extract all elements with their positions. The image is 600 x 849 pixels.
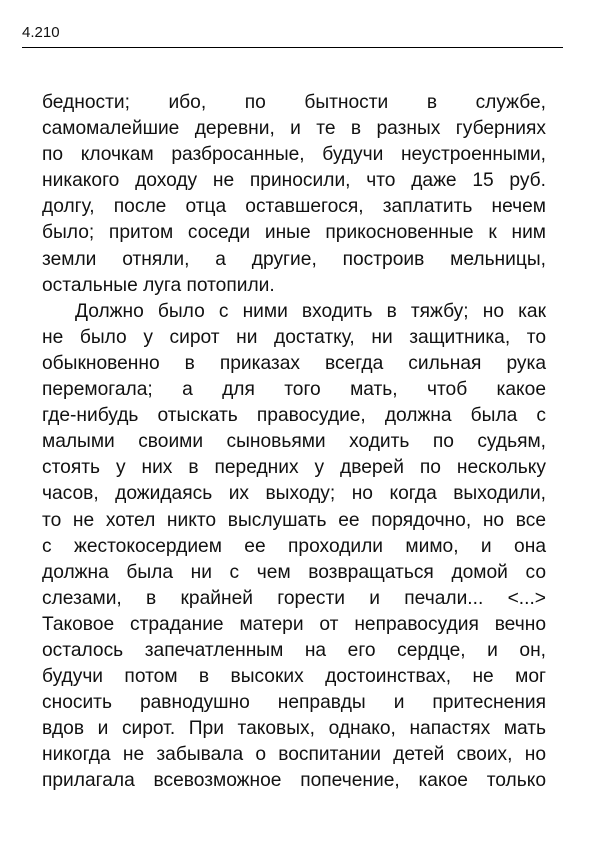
page-number: 4.210 [22, 24, 60, 41]
text-line-paragraph-end: остальные луга потопили. [42, 274, 275, 296]
text-line: где-нибудь отыскать правосудие, должна была с [42, 405, 546, 427]
text-line: Таковое страдание матери от неправосудия вечно [42, 613, 546, 635]
text-line-paragraph-start: Должно было с ними входить в тяжбу; но как [75, 300, 546, 322]
text-line: будучи потом в высоких достоинствах, не мог [42, 666, 546, 688]
text-line: было; притом соседи иные прикосновенные к ним [42, 222, 546, 244]
text-line: вдов и сирот. При таковых, однако, напастях мать [42, 718, 546, 740]
text-line: малыми своими сыновьями ходить по судьям, [42, 431, 546, 453]
text-line: должна была ни с чем возвращаться домой со [42, 561, 546, 583]
text-line: самомалейшие деревни, и те в разных губерниях [42, 118, 546, 140]
text-line: не было у сирот ни достатку, ни защитника, то [42, 326, 546, 348]
text-line: никакого доходу не приносили, что даже 15 руб. [42, 170, 546, 192]
body-text [42, 90, 546, 795]
text-line: никогда не забывала о воспитании детей своих, но [42, 744, 546, 766]
text-line: земли отняли, а другие, построив мельницы, [42, 248, 546, 270]
text-line: бедности; ибо, по бытности в службе, [42, 92, 546, 113]
text-line: сносить равнодушно неправды и притеснения [42, 692, 546, 714]
text-line: обыкновенно в приказах всегда сильная рука [42, 352, 546, 374]
text-line: с жестокосердием ее проходили мимо, и она [42, 535, 546, 557]
text-line: долгу, после отца оставшегося, заплатить нечем [42, 196, 546, 218]
text-line: слезами, в крайней горести и печали... <...> [42, 587, 546, 609]
page-header [22, 24, 563, 48]
text-line: прилагала всевозможное попечение, какое только [42, 770, 546, 792]
text-line: осталось запечатленным на его сердце, и он, [42, 639, 546, 661]
text-line: перемогала; а для того мать, чтоб какое [42, 379, 546, 401]
text-line: то не хотел никто выслушать ее порядочно, но все [42, 509, 546, 531]
text-line: стоять у них в передних у дверей по нескольку [42, 457, 546, 479]
text-line: часов, дожидаясь их выходу; но когда выходили, [42, 483, 546, 505]
text-line: по клочкам разбросанные, будучи неустроенными, [42, 144, 546, 166]
